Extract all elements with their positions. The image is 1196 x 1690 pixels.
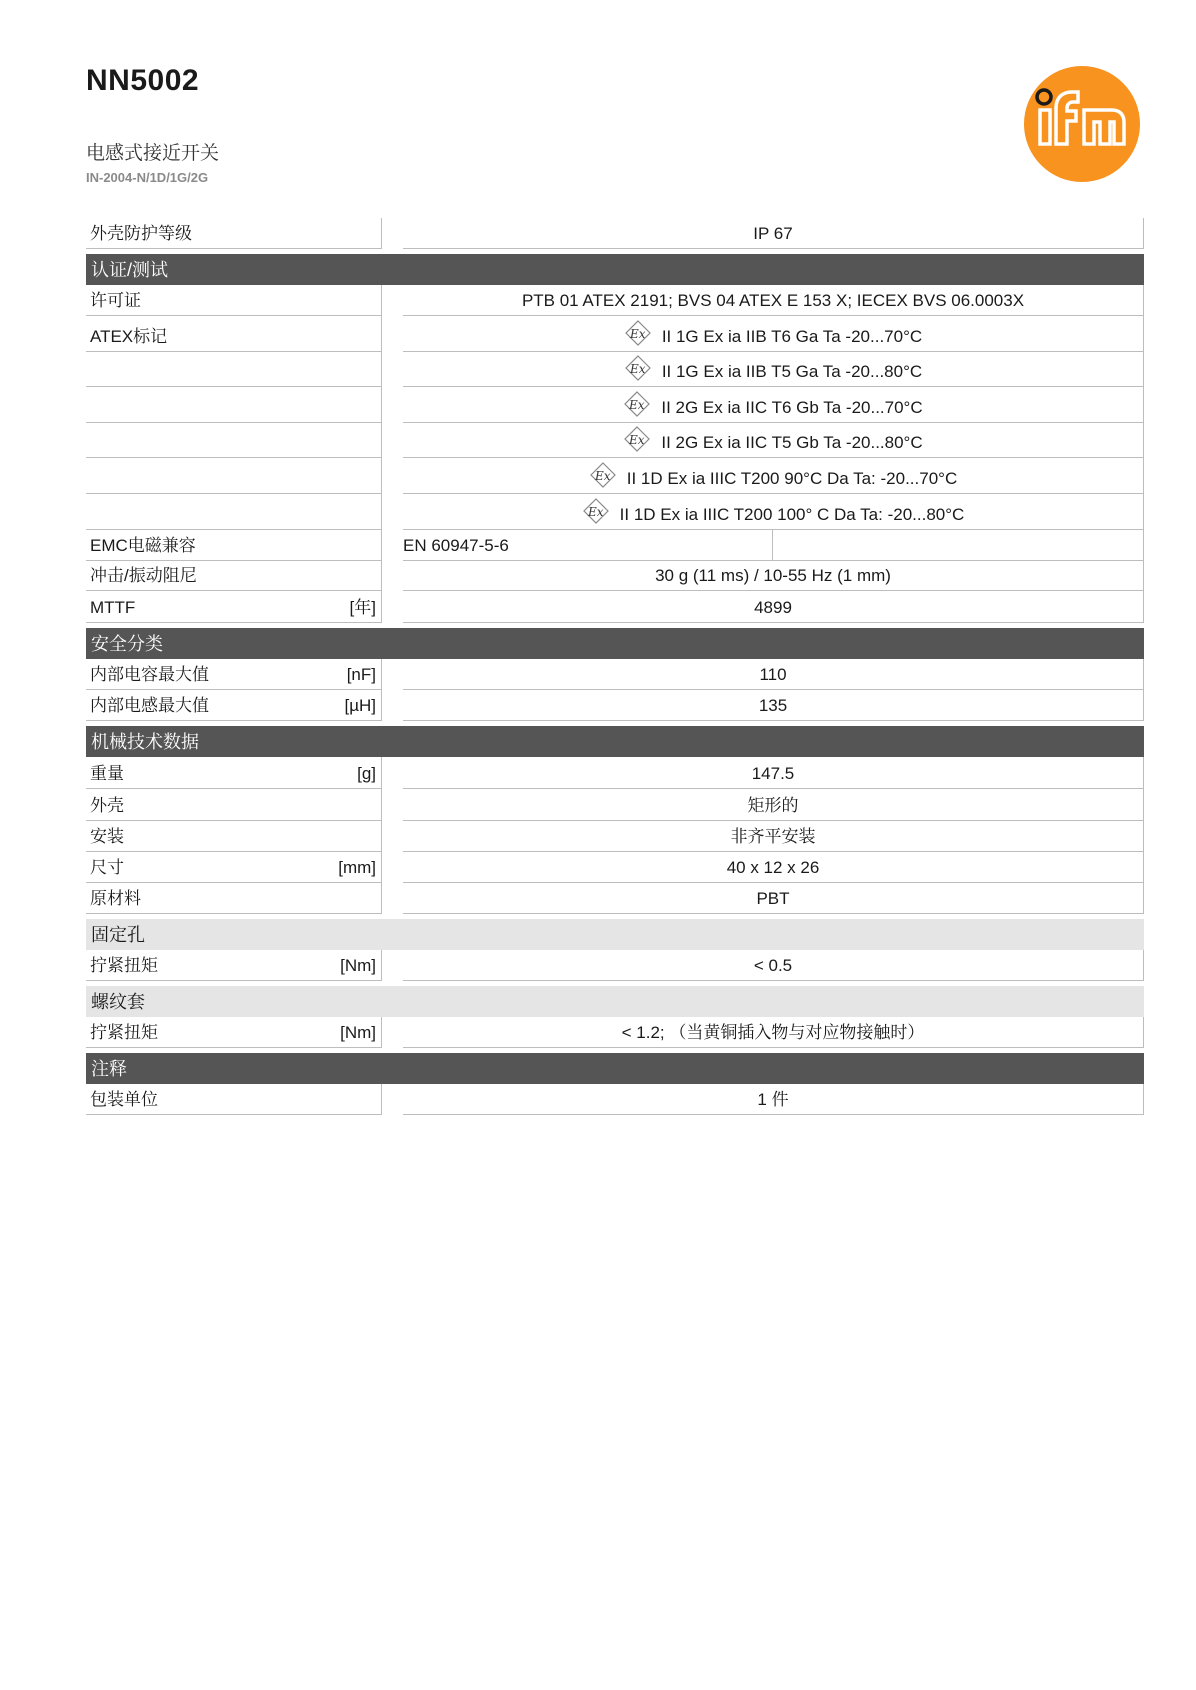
row-capacitance bbox=[86, 659, 1144, 690]
row-label bbox=[86, 458, 382, 494]
row-atex-2 bbox=[86, 352, 1144, 387]
svg-text:Ex: Ex bbox=[629, 398, 645, 412]
label-text: EMC电磁兼容 bbox=[90, 536, 196, 555]
row-value: PBT bbox=[403, 883, 1144, 914]
row-label bbox=[86, 1017, 382, 1048]
ifm-logo bbox=[1022, 64, 1142, 184]
atex-marking: II 2G Ex ia IIC T5 Gb Ta -20...80°C bbox=[661, 433, 923, 452]
subsection-header-thread: 螺纹套 bbox=[86, 986, 1144, 1017]
row-label bbox=[86, 423, 382, 458]
unit-text: [Nm] bbox=[340, 956, 376, 975]
row-label bbox=[86, 950, 382, 981]
label-text: ATEX标记 bbox=[90, 327, 168, 346]
row-value-empty bbox=[773, 530, 1144, 561]
row-value: 1 件 bbox=[403, 1084, 1144, 1115]
row-label bbox=[86, 852, 382, 883]
unit-text: [µH] bbox=[344, 696, 376, 715]
row-label bbox=[86, 1084, 382, 1115]
row-value: 30 g (11 ms) / 10-55 Hz (1 mm) bbox=[403, 561, 1144, 591]
label-text: 包装单位 bbox=[90, 1090, 158, 1109]
row-value: 40 x 12 x 26 bbox=[403, 852, 1144, 883]
row-dimensions bbox=[86, 852, 1144, 883]
row-label bbox=[86, 757, 382, 789]
row-label bbox=[86, 352, 382, 387]
section-header-safety: 安全分类 bbox=[86, 628, 1144, 659]
row-label bbox=[86, 285, 382, 316]
row-value: < 0.5 bbox=[403, 950, 1144, 981]
section-header-notes: 注释 bbox=[86, 1053, 1144, 1084]
row-label bbox=[86, 883, 382, 914]
section-header-mechanical: 机械技术数据 bbox=[86, 726, 1144, 757]
label-text: 内部电容最大值 bbox=[90, 665, 209, 684]
row-label bbox=[86, 561, 382, 591]
datasheet bbox=[86, 218, 1144, 1115]
row-value bbox=[403, 316, 1144, 352]
row-value bbox=[403, 458, 1144, 494]
row-label bbox=[86, 494, 382, 530]
row-value: 非齐平安装 bbox=[403, 821, 1144, 852]
label-text: MTTF bbox=[90, 598, 136, 617]
row-value: 135 bbox=[403, 690, 1144, 721]
svg-text:Ex: Ex bbox=[629, 362, 646, 376]
row-material bbox=[86, 883, 1144, 914]
label-text: 内部电感最大值 bbox=[90, 696, 209, 715]
row-torque-fixing bbox=[86, 950, 1144, 981]
atex-marking: II 1D Ex ia IIIC T200 90°C Da Ta: -20...70°C bbox=[626, 469, 958, 488]
ex-icon bbox=[624, 354, 652, 382]
row-value: 矩形的 bbox=[403, 789, 1144, 821]
row-label bbox=[86, 218, 382, 249]
row-value: IP 67 bbox=[403, 218, 1144, 249]
row-label bbox=[86, 316, 382, 352]
label-text: 许可证 bbox=[90, 291, 141, 310]
unit-text: [mm] bbox=[338, 858, 376, 877]
row-label bbox=[86, 821, 382, 852]
svg-text:Ex: Ex bbox=[629, 433, 645, 447]
atex-marking: II 2G Ex ia IIC T6 Gb Ta -20...70°C bbox=[661, 398, 923, 417]
row-approval bbox=[86, 285, 1144, 316]
row-shock bbox=[86, 561, 1144, 591]
ex-icon bbox=[589, 461, 617, 489]
unit-text: [nF] bbox=[346, 665, 376, 684]
unit-text: [g] bbox=[357, 764, 376, 783]
label-text: 拧紧扭矩 bbox=[90, 956, 158, 975]
product-code: IN-2004-N/1D/1G/2G bbox=[86, 170, 209, 185]
row-label bbox=[86, 690, 382, 721]
atex-marking: II 1G Ex ia IIB T5 Ga Ta -20...80°C bbox=[661, 362, 923, 381]
row-torque-thread bbox=[86, 1017, 1144, 1048]
row-value bbox=[403, 423, 1144, 458]
row-value: 147.5 bbox=[403, 757, 1144, 789]
row-weight bbox=[86, 757, 1144, 789]
row-label bbox=[86, 789, 382, 821]
atex-marking: II 1G Ex ia IIB T6 Ga Ta -20...70°C bbox=[661, 327, 923, 346]
row-mounting bbox=[86, 821, 1144, 852]
row-value-split bbox=[403, 530, 1144, 561]
ex-icon bbox=[624, 319, 652, 347]
label-text: 外壳防护等级 bbox=[90, 224, 192, 243]
unit-text: [Nm] bbox=[340, 1023, 376, 1042]
label-text: 安装 bbox=[90, 827, 124, 846]
row-value bbox=[403, 352, 1144, 387]
row-emc bbox=[86, 530, 1144, 561]
label-text: 尺寸 bbox=[90, 858, 124, 877]
label-text: 原材料 bbox=[90, 889, 141, 908]
row-label bbox=[86, 387, 382, 423]
label-text: 外壳 bbox=[90, 796, 124, 815]
ex-icon bbox=[623, 425, 651, 453]
svg-text:Ex: Ex bbox=[629, 327, 646, 341]
row-atex-3 bbox=[86, 387, 1144, 423]
row-protection bbox=[86, 218, 1144, 249]
row-packaging bbox=[86, 1084, 1144, 1115]
row-mttf bbox=[86, 591, 1144, 623]
row-value bbox=[403, 494, 1144, 530]
product-title: NN5002 bbox=[86, 64, 200, 97]
row-value: < 1.2; （当黄铜插入物与对应物接触时） bbox=[403, 1017, 1144, 1048]
row-atex-4 bbox=[86, 423, 1144, 458]
row-value: 110 bbox=[403, 659, 1144, 690]
svg-text:Ex: Ex bbox=[587, 505, 604, 519]
ex-icon bbox=[582, 497, 610, 525]
row-inductance bbox=[86, 690, 1144, 721]
svg-text:Ex: Ex bbox=[594, 469, 611, 483]
atex-marking: II 1D Ex ia IIIC T200 100° C Da Ta: -20...80°C bbox=[619, 505, 965, 524]
label-text: 重量 bbox=[90, 764, 124, 783]
row-atex-1 bbox=[86, 316, 1144, 352]
row-label bbox=[86, 591, 382, 623]
row-label bbox=[86, 530, 382, 561]
unit-text: [年] bbox=[349, 598, 376, 617]
row-value bbox=[403, 387, 1144, 423]
row-value: 4899 bbox=[403, 591, 1144, 623]
row-label bbox=[86, 659, 382, 690]
label-text: 拧紧扭矩 bbox=[90, 1023, 158, 1042]
section-header-approvals: 认证/测试 bbox=[86, 254, 1144, 285]
row-value: EN 60947-5-6 bbox=[403, 530, 773, 561]
subsection-header-fixing: 固定孔 bbox=[86, 919, 1144, 950]
ex-icon bbox=[623, 390, 651, 418]
row-value: PTB 01 ATEX 2191; BVS 04 ATEX E 153 X; IECEX BVS 06.0003X bbox=[403, 285, 1144, 316]
row-atex-6 bbox=[86, 494, 1144, 530]
row-atex-5 bbox=[86, 458, 1144, 494]
label-text: 冲击/振动阻尼 bbox=[90, 566, 197, 585]
product-subtitle: 电感式接近开关 bbox=[86, 143, 220, 164]
row-housing bbox=[86, 789, 1144, 821]
